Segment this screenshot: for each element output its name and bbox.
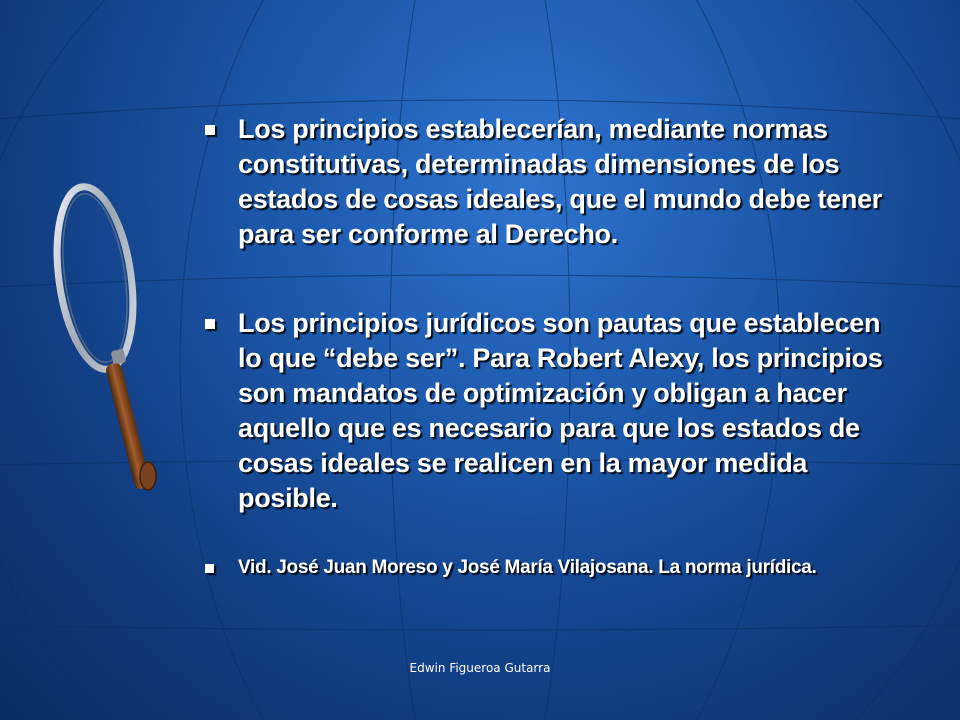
list-item <box>200 306 900 516</box>
square-bullet-icon <box>205 125 215 135</box>
magnifying-glass-icon <box>40 180 180 510</box>
bullet-text: Los principios jurídicos son pautas que establecen lo que “debe ser”. Para Robert Alexy, los principios son mandatos de optimización y obligan a hacer aquello que es necesario para que los estados de cosas ideales se realicen en la mayor medida posible. <box>238 308 883 513</box>
bullet-text: Los principios establecerían, mediante normas constitutivas, determinadas dimensiones de los estados de cosas ideales, que el mundo debe tener para ser conforme al Derecho. <box>238 114 883 249</box>
square-bullet-icon <box>205 319 215 329</box>
footer-author: Edwin Figueroa Gutarra <box>409 661 551 675</box>
list-item <box>200 555 900 581</box>
list-item <box>200 112 900 252</box>
square-bullet-icon <box>205 564 214 573</box>
citation-text: Vid. José Juan Moreso y José María Vilajosana. La norma jurídica. <box>238 557 817 578</box>
